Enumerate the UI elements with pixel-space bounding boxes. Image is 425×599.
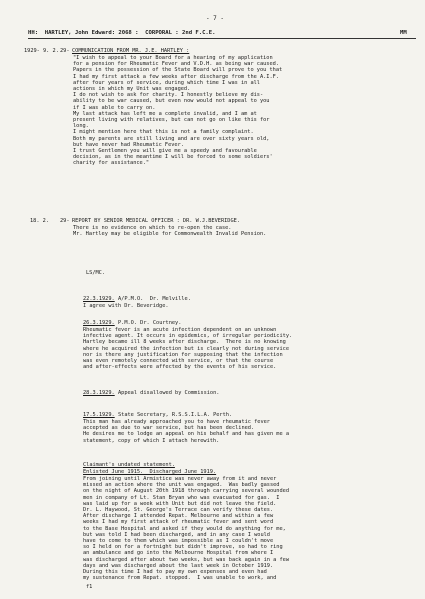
entry7-line: to the Base Hospital and asked if they would do anything for me, xyxy=(83,525,286,532)
entry3-date: 22.3.1929. xyxy=(83,296,115,302)
entry6-title: State Secretary, R.S.S.I.L.A. Perth. xyxy=(118,412,233,418)
entry4-line: was even remotely connected with service, or that the course xyxy=(83,358,274,365)
entry5-date: 28.3.1929. xyxy=(83,390,115,396)
entry6-line: accepted as due to war service, but has been declined. xyxy=(83,425,255,432)
entry4-line: and after-effects were affected by the events of his service. xyxy=(83,364,277,371)
entry1-line: long. xyxy=(73,123,89,130)
entry1-line: actions in which my Unit was engaged. xyxy=(73,86,191,93)
entry4-line: Rheumatic fever is an acute infection dependent on an unknown xyxy=(83,327,277,333)
entry1-line: "I wish to appeal to your Board for a hearing of my application xyxy=(73,55,273,61)
entry7-line: on the night of August 20th 1918 through carrying several wounded xyxy=(83,488,289,495)
entry1-date: 1929- 9. 2. xyxy=(24,48,59,54)
entry2-ref: 29- xyxy=(60,218,70,224)
entry7-line: During this time I had to pay my own expenses and even had xyxy=(83,569,267,576)
entry7-body xyxy=(83,476,289,581)
entry4-line: nor is there any justification for supposing that the infection xyxy=(83,351,283,358)
entry7-line: men in company of Lt. Stan Bryan who was evacuated for gas. I xyxy=(83,494,280,501)
entry7-line: was discharged after about two weeks, but was back again in a few xyxy=(83,556,289,563)
entry4-line: where he acquired the infection but is clearly not during service xyxy=(83,345,289,352)
entry4-title: P.M.O. Dr. Courtney. xyxy=(118,320,182,326)
entry1-title: COMMUNICATION FROM MR. J.E. HARTLEY : xyxy=(72,48,190,54)
entry7-line: Dr. L. Haywood, St. George's Terrace can verify these dates. xyxy=(83,507,274,514)
entry1-line: My last attack has left me a complete invalid, and I am at xyxy=(73,110,257,117)
entry7-line: but was told I had been discharged, and in any case I would xyxy=(83,531,270,538)
entry1-line: if I was able to carry on. xyxy=(73,104,156,111)
entry7-subtitle: Enlisted June 1915. Discharged June 1919. xyxy=(83,469,217,475)
entry1-body xyxy=(73,55,282,167)
entry6-line: statement, copy of which I attach herewith. xyxy=(83,437,220,444)
entry1-line: I had my first attack a few weeks after discharge from the A.I.F. xyxy=(73,73,279,80)
entry4-body xyxy=(83,327,292,370)
entry7-line: After discharge I attended Repat. Melbourne and within a few xyxy=(83,513,274,520)
entry5-title: Appeal disallowed by Commission. xyxy=(118,390,220,396)
entry1-line: for a pension for Rheumatic Fever and V.D.H. as being war caused. xyxy=(73,61,279,68)
entry1-line: I might mention here that this is not a family complaint. xyxy=(73,129,254,136)
entry1-line: after four years of service, during which time I was in all xyxy=(73,79,260,86)
entry4-line: infective agent. It occurs in epidemics, of irregular periodicity. xyxy=(83,333,293,340)
entry3-title: A/P.M.O. Dr. Melville. xyxy=(118,296,191,302)
entry2-line: There is no evidence on which to re-open the case. xyxy=(73,225,232,231)
entry6-date: 17.5.1929. xyxy=(83,412,115,418)
entry1-line: present living with relatives, but can not go on like this for xyxy=(73,117,270,124)
footer-mark: f1 xyxy=(86,584,93,590)
entry7-line: missed an action where the unit was engaged. Was badly gassed xyxy=(83,482,280,489)
entry4-date: 26.3.1929. xyxy=(83,320,115,326)
file-header-initials: MM xyxy=(400,30,407,36)
entry2-line: Mr. Hartley may be eligible for Commonwealth Invalid Pension. xyxy=(73,231,267,238)
entry4-line: Hartley became ill 8 weeks after discharge. There is no knowing xyxy=(83,339,286,346)
typist-initials: LS/MC. xyxy=(86,270,106,276)
entry7-line: From joining until Armistice was never away from it and never xyxy=(83,476,277,482)
page-number: - 7 - xyxy=(206,15,224,22)
file-header: HH: HARTLEY, John Edward: 2068 : CORPORAL : 2nd F.C.E. xyxy=(28,30,216,36)
entry1-line: I trust Gentlemen you will give me a speedy and favourable xyxy=(73,148,257,155)
entry2-date: 18. 2. xyxy=(30,218,50,224)
entry1-line: decision, as in the meantime I will be forced to some soldiers' xyxy=(73,154,273,161)
entry1-line: charity for assistance." xyxy=(73,160,150,167)
entry2-body xyxy=(73,225,266,237)
entry7-line: my sustenance from Repat. stopped. I was unable to work, and xyxy=(83,575,277,582)
entry3-body xyxy=(83,303,169,309)
entry7-line: days and was discharged about the last week in October 1919. xyxy=(83,562,274,569)
entry6-line: This man has already approached you to have rheumatic fever xyxy=(83,419,270,425)
entry1-line: Both my parents are still living and are over sixty years old, xyxy=(73,135,270,142)
entry1-line: Papers in the possession of the State Board will prove to you that xyxy=(73,67,283,74)
entry1-ref: 29- xyxy=(60,48,70,54)
entry7-line: have to come to them which was impossible as I couldn't move xyxy=(83,538,274,545)
entry3-line: I agree with Dr. Beveridge. xyxy=(83,303,169,309)
entry7-title: Claimant's undated statement. xyxy=(83,462,175,468)
entry1-line: ability to be war caused, but even now would not appeal to you xyxy=(73,98,270,105)
entry6-line: He desires me to lodge an appeal on his behalf and has given me a xyxy=(83,431,289,438)
entry7-line: was laid up for a week with Unit but did not leave the field. xyxy=(83,500,277,507)
entry1-line: I do not wish to ask for charity. I honestly believe my dis- xyxy=(73,92,264,99)
entry6-body xyxy=(83,419,289,444)
header-rule xyxy=(28,38,416,39)
entry7-line: weeks I had my first attack of rheumatic fever and sent word xyxy=(83,519,274,526)
entry1-line: but have never had Rheumatic Fever. xyxy=(73,141,184,148)
entry7-line: so I held on for a fortnight but didn't improve, so had to ring xyxy=(83,544,283,551)
entry7-line: an ambulance and go into the Melbourne Hospital from where I xyxy=(83,550,274,557)
entry2-title: REPORT BY SENIOR MEDICAL OFFICER : DR. W.J.BEVERIDGE. xyxy=(72,218,240,224)
